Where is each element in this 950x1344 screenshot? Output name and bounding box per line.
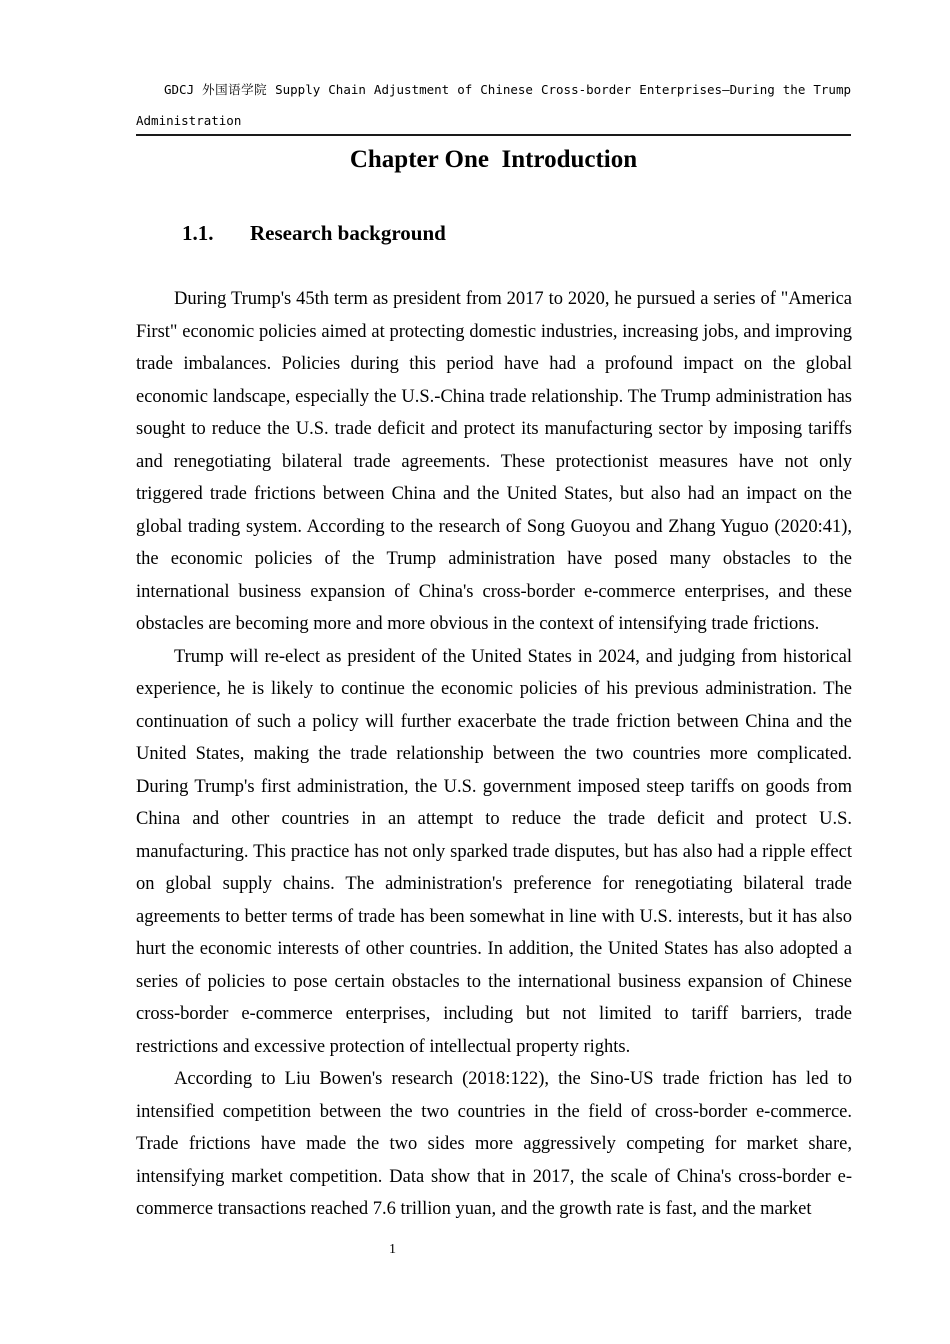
running-header [136,74,851,136]
body-text [136,283,852,1226]
page-title: Chapter One Introduction [349,146,638,173]
paragraph: Trump will re-elect as president of the United States in 2024, and judging from historical experience, he is likely to continue the economic policies of his previous administration. The continuation of such a policy will further exacerbate the trade friction between China and the United States, making the trade relationship between the two countries more complicated. During Trump's first administration, the U.S. government imposed steep tariffs on goods from China and other countries in an attempt to reduce the trade deficit and protect U.S. manufacturing. This practice has not only sparked trade disputes, but has also had a ripple effect on global supply chains. The administration's preference for renegotiating bilateral trade agreements to better terms of trade has been somewhat in line with U.S. interests, but it has also hurt the economic interests of other countries. In addition, the United States has also adopted a series of policies to pose certain obstacles to the international business expansion of Chinese cross-border e-commerce enterprises, including but not limited to tariff barriers, trade restrictions and excessive protection of intellectual property rights. [136,646,852,1057]
section-number: 1.1. [182,221,214,245]
paragraph: During Trump's 45th term as president from 2017 to 2020, he pursued a series of "America First" economic policies aimed at protecting domestic industries, increasing jobs, and improving trade imbalances. Policies during this period have had a profound impact on the global economic landscape, especially the U.S.-China trade relationship. The Trump administration has sought to reduce the U.S. trade deficit and protect its manufacturing sector by imposing tariffs and renegotiating bilateral trade agreements. These protectionist measures have not only triggered trade frictions between China and the United States, but also had an impact on the global trading system. According to the research of Song Guoyou and Zhang Yuguo (2020:41), the economic policies of the Trump administration have posed many obstacles to the international business expansion of China's cross-border e-commerce enterprises, and these obstacles are becoming more and more obvious in the context of intensifying trade frictions. [136,289,852,634]
header-divider-rule [136,134,851,136]
paragraph: According to Liu Bowen's research (2018:122), the Sino-US trade friction has led to intensified competition between the two countries in the field of cross-border e-commerce. Trade frictions have made the two sides more aggressively competing for market share, intensifying market competition. Data show that in 2017, the scale of China's cross-border e-commerce transactions reached 7.6 trillion yuan, and the growth rate is fast, and the market [136,1069,852,1219]
section-heading [182,218,446,248]
page-number: 1 [389,1242,396,1257]
section-heading-label: Research background [250,221,446,245]
running-header-line-1: GDCJ 外国语学院 Supply Chain Adjustment of Chinese Cross-border Enterprises—During the Trump [164,82,851,97]
running-header-line-2: Administration [136,113,242,128]
